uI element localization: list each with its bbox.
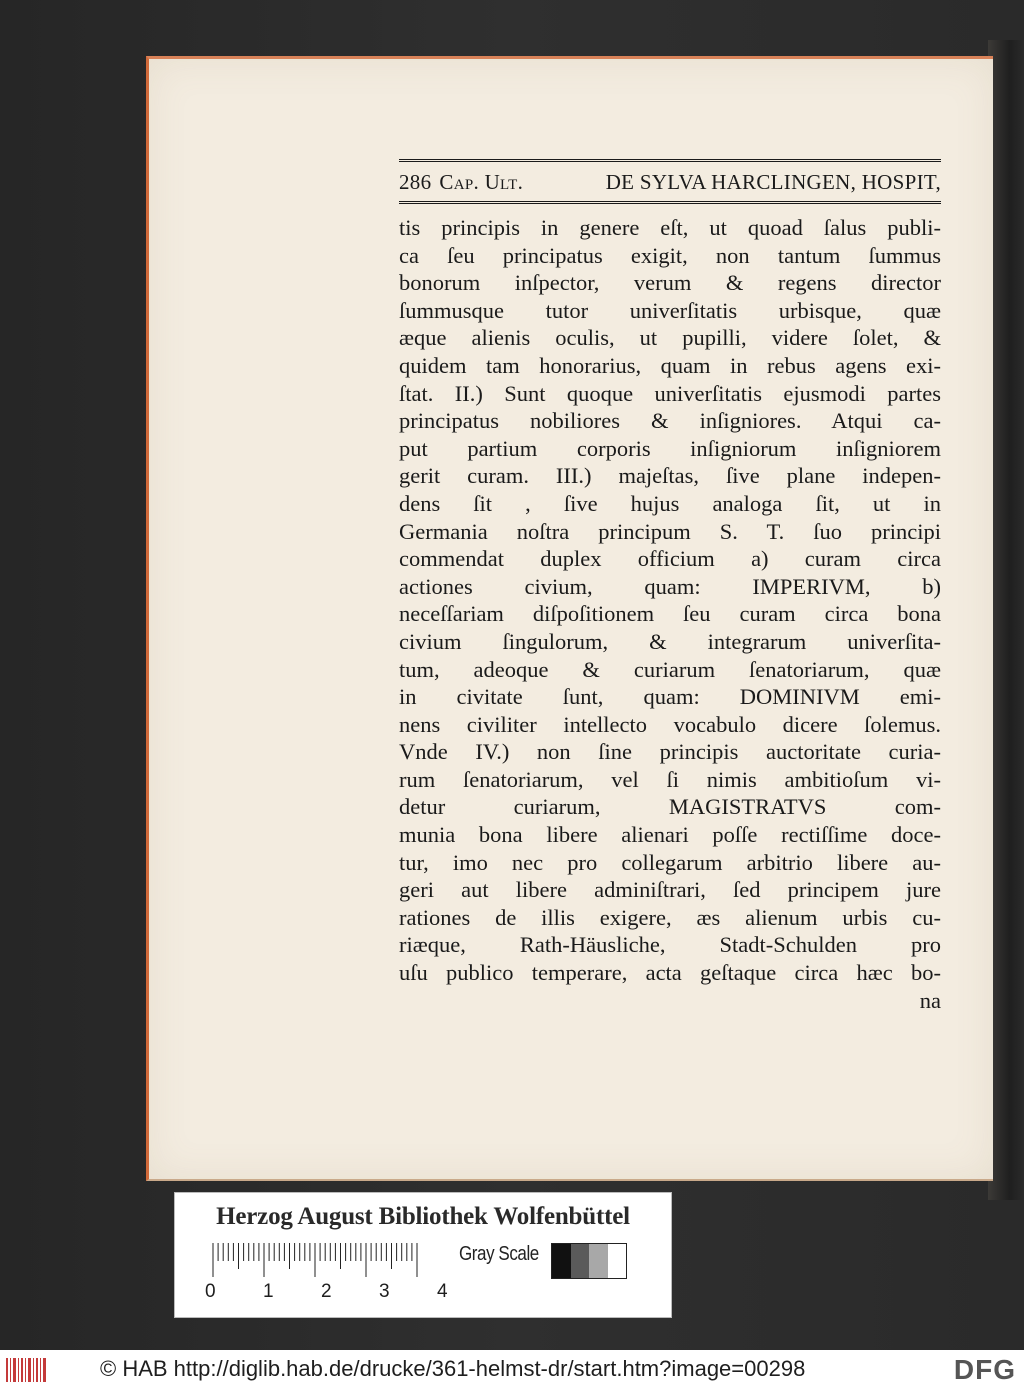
text-line: rum ſenatoriarum, vel ſi nimis ambitioſum vi- (399, 766, 941, 792)
text-line: munia bona libere alienari poſſe rectiſſime doce- (399, 822, 941, 848)
running-head (399, 170, 941, 195)
text-line: civium ſingulorum, & integrarum univerſita- (399, 628, 941, 654)
barcode-icon (6, 1358, 46, 1382)
text-line: neceſſariam diſpoſitionem ſeu curam circa bona (399, 601, 941, 627)
text-line: in civitate ſunt, quam: DOMINIVM emi- (399, 684, 941, 710)
text-line: detur curiarum, MAGISTRATVS com- (399, 794, 941, 820)
text-line: dens ſit , ſive hujus analoga ſit, ut in (399, 490, 941, 516)
text-line: gerit curam. III.) majeſtas, ſive plane indepen- (399, 463, 941, 489)
library-color-card (174, 1192, 672, 1318)
library-name: Herzog August Bibliothek Wolfenbüttel (216, 1203, 630, 1230)
gray-scale-label: Gray Scale (459, 1243, 539, 1265)
text-line: tum, adeoque & curiarum ſenatoriarum, quæ (399, 656, 941, 682)
catchword: na (919, 987, 941, 1013)
text-line: quidem tam honorarius, quam in rebus agens exi- (399, 352, 941, 378)
dfg-logo: DFG (953, 1354, 1016, 1385)
header-rule-bottom (399, 201, 941, 204)
gray-swatch (608, 1244, 627, 1278)
gray-scale-swatches (551, 1243, 627, 1279)
gray-swatch (571, 1244, 590, 1278)
book-edge (988, 40, 1024, 1200)
text-line: æque alienis oculis, ut pupilli, videre ſolet, & (399, 325, 941, 351)
ruler-number: 2 (321, 1281, 332, 1302)
text-line: ſtat. II.) Sunt quoque univerſitatis ejusmodi partes (399, 380, 941, 406)
text-line: actiones civium, quam: IMPERIVM, b) (399, 573, 941, 599)
book-page (146, 56, 993, 1181)
text-line: geri aut libere adminiſtrari, ſed principem jure (399, 877, 941, 903)
ruler-number: 1 (263, 1281, 274, 1302)
footer-bar (0, 1350, 1024, 1390)
measurement-ruler (211, 1243, 421, 1277)
ruler-number: 4 (437, 1281, 448, 1302)
ruler-number: 3 (379, 1281, 390, 1302)
text-line: tis principis in genere eſt, ut quoad ſalus publi- (399, 215, 941, 240)
text-line: Germania noſtra principum S. T. ſuo principi (399, 518, 941, 544)
text-line: Vnde IV.) non ſine principis auctoritate curia- (399, 739, 941, 765)
body-text (399, 214, 941, 987)
text-line: bonorum inſpector, verum & regens director (399, 270, 941, 296)
text-line: rationes de illis exigere, æs alienum urbis cu- (399, 904, 941, 930)
page-text-block (399, 159, 941, 1014)
gray-swatch (552, 1244, 571, 1278)
header-rule-top (399, 159, 941, 162)
text-line: put partium corporis inſigniorum inſigniorem (399, 435, 941, 461)
text-line: commendat duplex officium a) curam circa (399, 546, 941, 572)
text-line: principatus nobiliores & inſigniores. Atqui ca- (399, 408, 941, 434)
text-line: ca ſeu principatus exigit, non tantum ſummus (399, 242, 941, 268)
gray-swatch (589, 1244, 608, 1278)
running-title: DE SYLVA HARCLINGEN, HOSPIT, (605, 170, 941, 194)
text-line: riæque, Rath-Häusliche, Stadt-Schulden pro (399, 932, 941, 958)
text-line: uſu publico temperare, acta geſtaque circa hæc bo- (399, 960, 941, 986)
page-number: 286 (399, 170, 432, 194)
footer-url[interactable]: © HAB http://diglib.hab.de/drucke/361-helmst-dr/start.htm?image=00298 (100, 1356, 806, 1381)
ruler-number: 0 (205, 1281, 216, 1302)
ruler-numbers (205, 1281, 455, 1303)
text-line: tur, imo nec pro collegarum arbitrio libere au- (399, 849, 941, 875)
text-line: nens civiliter intellecto vocabulo dicere ſolemus. (399, 711, 941, 737)
chapter-label: Cap. Ult. (439, 170, 524, 194)
text-line: ſummusque tutor univerſitatis urbisque, quæ (399, 297, 941, 323)
